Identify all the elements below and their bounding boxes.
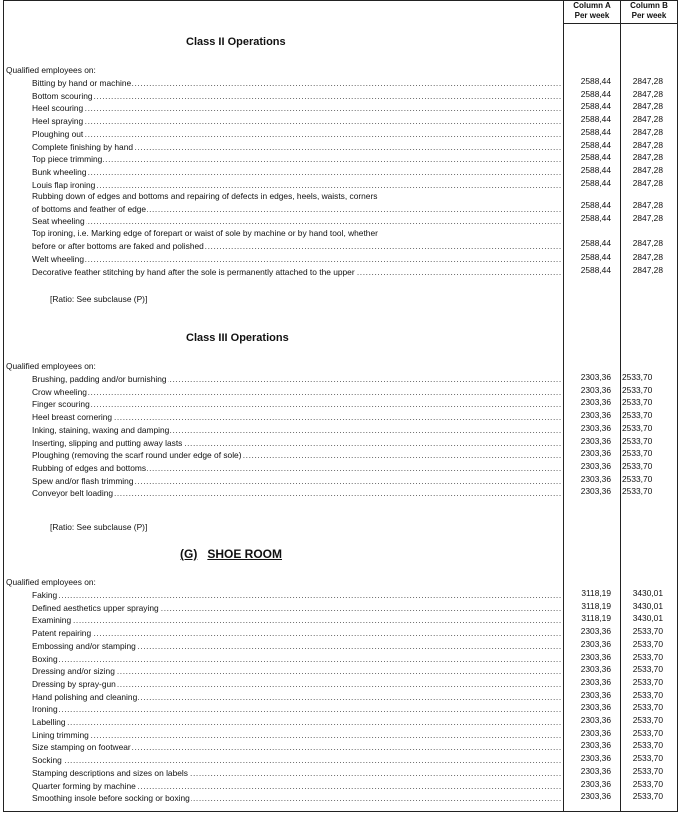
column-a-value: 3118,19 bbox=[581, 613, 611, 624]
row-label: Complete finishing by hand bbox=[32, 141, 134, 152]
row-label: Brushing, padding and/or burnishing bbox=[32, 374, 167, 384]
table-row bbox=[32, 640, 562, 652]
column-b-value: 2847,28 bbox=[632, 252, 663, 262]
class2-top-a: 2588,44 bbox=[580, 238, 611, 248]
column-a-value: 2303,36 bbox=[580, 689, 611, 700]
column-b-value: 2533,70 bbox=[632, 778, 663, 789]
table-row bbox=[32, 627, 562, 639]
row-label: Conveyor belt loading bbox=[32, 488, 114, 499]
row-label: of bottoms and feather of edge bbox=[32, 204, 147, 214]
table-row bbox=[32, 691, 562, 703]
column-b-value: 2847,28 bbox=[632, 126, 663, 137]
class2-seat-row bbox=[32, 215, 562, 227]
column-a-value: 2588,44 bbox=[580, 264, 611, 275]
table-row bbox=[32, 179, 562, 191]
column-b-value: 2847,28 bbox=[632, 88, 663, 99]
column-b-value: 2533,70 bbox=[632, 676, 663, 687]
column-b-title: Column B bbox=[630, 1, 668, 10]
column-a-value: 2303,36 bbox=[580, 448, 611, 459]
column-a-value: 2303,36 bbox=[580, 435, 611, 446]
table-row bbox=[32, 424, 562, 436]
row-label: Size stamping on footwear bbox=[32, 742, 131, 753]
column-a-header bbox=[564, 1, 620, 21]
row-label: Dressing by spray-gun bbox=[32, 678, 116, 689]
table-row bbox=[32, 266, 562, 278]
column-a-value: 2303,36 bbox=[580, 626, 611, 637]
column-a-value: 2303,36 bbox=[580, 778, 611, 789]
table-row bbox=[32, 386, 562, 398]
class2-top-b: 2847,28 bbox=[632, 238, 663, 248]
table-row bbox=[32, 614, 562, 626]
column-a-value: 2303,36 bbox=[580, 410, 611, 421]
column-a-value: 2303,36 bbox=[580, 740, 611, 751]
column-a-value: 2303,36 bbox=[580, 486, 611, 497]
shoeroom-heading: SHOE ROOM bbox=[207, 547, 283, 561]
column-b-value: 2847,28 bbox=[632, 152, 663, 163]
column-a-value: 2303,36 bbox=[580, 702, 611, 713]
column-a-value: 2588,44 bbox=[580, 139, 611, 150]
column-b-value: 2847,28 bbox=[632, 101, 663, 112]
table-row bbox=[32, 102, 562, 114]
column-a-title: Column A bbox=[573, 1, 611, 10]
column-a-value: 2303,36 bbox=[580, 715, 611, 725]
row-label: Bunk wheeling bbox=[32, 166, 87, 177]
row-label: Seat wheeling bbox=[32, 216, 85, 226]
row-label: Finger scouring bbox=[32, 399, 90, 410]
row-label: Socking bbox=[32, 755, 62, 766]
column-b-value: 2533,70 bbox=[622, 486, 653, 497]
table-row bbox=[32, 716, 562, 728]
column-b-value: 3430,01 bbox=[632, 600, 663, 611]
row-label: Welt wheeling bbox=[32, 254, 84, 264]
column-b-value: 2533,70 bbox=[632, 765, 663, 776]
class2-seat-a: 2588,44 bbox=[580, 213, 611, 223]
class3-intro: Qualified employees on: bbox=[6, 361, 96, 371]
column-b-value: 3430,01 bbox=[632, 613, 663, 624]
column-b-value: 2533,70 bbox=[622, 448, 653, 459]
column-b-value: 2533,70 bbox=[622, 372, 653, 382]
table-row bbox=[32, 153, 562, 165]
column-b-value: 2533,70 bbox=[622, 397, 653, 408]
column-a-value: 2303,36 bbox=[580, 473, 611, 484]
table-row bbox=[32, 703, 562, 715]
column-a-value: 2303,36 bbox=[580, 765, 611, 776]
class2-top-line1: Top ironing, i.e. Marking edge of forepart or waist of sole by machine or by hand tool, whether bbox=[32, 228, 378, 238]
column-b-value: 2533,70 bbox=[632, 664, 663, 675]
table-row bbox=[32, 373, 562, 385]
class2-rubbing-a: 2588,44 bbox=[580, 200, 611, 210]
column-a-value: 2303,36 bbox=[580, 460, 611, 471]
table-row bbox=[32, 487, 562, 499]
column-a-value: 3118,19 bbox=[581, 588, 611, 598]
column-b-value: 2847,28 bbox=[632, 139, 663, 150]
row-label: Bottom scouring bbox=[32, 90, 93, 101]
table-row bbox=[32, 729, 562, 741]
table-row bbox=[32, 678, 562, 690]
table-row bbox=[32, 475, 562, 487]
column-b-header bbox=[621, 1, 677, 21]
row-label: Dressing and/or sizing bbox=[32, 666, 115, 677]
column-b-value: 2533,70 bbox=[632, 791, 663, 802]
column-b-value: 2533,70 bbox=[622, 384, 653, 395]
row-label: Lining trimming bbox=[32, 729, 89, 740]
column-a-value: 2303,36 bbox=[580, 422, 611, 433]
row-label: Defined aesthetics upper spraying bbox=[32, 602, 159, 613]
column-a-value: 2588,44 bbox=[580, 88, 611, 99]
table-row bbox=[32, 398, 562, 410]
row-label: Smoothing insole before socking or boxing bbox=[32, 793, 190, 804]
class2-rubbing-line1: Rubbing down of edges and bottoms and repairing of defects in edges, heels, waists, corners bbox=[32, 191, 378, 201]
column-b-value: 2847,28 bbox=[632, 114, 663, 125]
column-a-value: 2303,36 bbox=[580, 397, 611, 408]
class3-title: Class III Operations bbox=[186, 332, 289, 344]
table-row bbox=[32, 128, 562, 140]
row-label: Quarter forming by machine bbox=[32, 780, 136, 791]
column-a-value: 2303,36 bbox=[580, 638, 611, 649]
column-b-value: 2533,70 bbox=[632, 740, 663, 751]
table-row bbox=[32, 754, 562, 766]
column-b-value: 2533,70 bbox=[632, 715, 663, 725]
shoeroom-prefix: (G) bbox=[180, 547, 198, 561]
class2-seat-b: 2847,28 bbox=[632, 213, 663, 223]
column-a-value: 3118,19 bbox=[581, 600, 611, 611]
class3-ratio: [Ratio: See subclause (P)] bbox=[50, 522, 148, 532]
column-b-value: 2533,70 bbox=[622, 460, 653, 471]
column-a-value: 2588,44 bbox=[580, 177, 611, 188]
table-row bbox=[32, 253, 562, 265]
column-b-value: 2533,70 bbox=[632, 753, 663, 764]
table-row bbox=[32, 767, 562, 779]
class2-intro: Qualified employees on: bbox=[6, 65, 96, 75]
row-label: Heel breast cornering bbox=[32, 412, 113, 423]
column-a-value: 2588,44 bbox=[580, 164, 611, 175]
class2-rubbing-b: 2847,28 bbox=[632, 200, 663, 210]
table-row bbox=[32, 411, 562, 423]
column-a-value: 2588,44 bbox=[580, 101, 611, 112]
column-b-value: 2533,70 bbox=[632, 638, 663, 649]
column-a-value: 2303,36 bbox=[580, 727, 611, 738]
row-label: Embossing and/or stamping bbox=[32, 640, 136, 651]
column-b-value: 2533,70 bbox=[622, 435, 653, 446]
column-b-value: 2533,70 bbox=[632, 689, 663, 700]
row-label: Decorative feather stitching by hand after the sole is permanently attached to the upper bbox=[32, 266, 355, 277]
column-a-value: 2303,36 bbox=[580, 664, 611, 675]
column-a-value: 2303,36 bbox=[580, 651, 611, 662]
shoeroom-intro: Qualified employees on: bbox=[6, 577, 96, 587]
row-label: Ploughing (removing the scarf round under edge of sole) bbox=[32, 450, 242, 461]
table-row bbox=[32, 462, 562, 474]
table-row bbox=[32, 437, 562, 449]
row-label: Inking, staining, waxing and damping bbox=[32, 424, 170, 435]
column-b-value: 2533,70 bbox=[632, 702, 663, 713]
column-a-value: 2588,44 bbox=[580, 252, 611, 262]
column-b-subtitle: Per week bbox=[631, 11, 667, 20]
row-label: Faking bbox=[32, 590, 58, 600]
row-label: Examining bbox=[32, 615, 72, 626]
column-a-value: 2303,36 bbox=[580, 676, 611, 687]
column-a-subtitle: Per week bbox=[574, 11, 610, 20]
row-label: Ironing bbox=[32, 704, 58, 715]
column-b-value: 2533,70 bbox=[632, 651, 663, 662]
column-a-value: 2303,36 bbox=[580, 753, 611, 764]
table-row bbox=[32, 653, 562, 665]
row-label: before or after bottoms are faked and polished bbox=[32, 241, 204, 251]
class2-top-row bbox=[32, 240, 562, 252]
table-row bbox=[32, 792, 562, 804]
column-a-value: 2588,44 bbox=[580, 152, 611, 163]
row-label: Top piece trimming bbox=[32, 154, 103, 165]
column-a-value: 2303,36 bbox=[580, 372, 611, 382]
row-label: Patent repairing bbox=[32, 628, 92, 639]
table-row bbox=[32, 602, 562, 614]
column-b-value: 2533,70 bbox=[632, 626, 663, 637]
row-label: Bitting by hand or machine bbox=[32, 78, 132, 88]
column-b-value: 2533,70 bbox=[622, 473, 653, 484]
table-row bbox=[32, 449, 562, 461]
table-row bbox=[32, 90, 562, 102]
row-label: Louis flap ironing bbox=[32, 179, 96, 190]
row-label: Heel spraying bbox=[32, 116, 84, 127]
table-row bbox=[32, 665, 562, 677]
class2-ratio: [Ratio: See subclause (P)] bbox=[50, 294, 148, 304]
column-b-value: 2533,70 bbox=[632, 727, 663, 738]
column-b-value: 2533,70 bbox=[622, 410, 653, 421]
row-label: Inserting, slipping and putting away lasts bbox=[32, 437, 183, 448]
table-row bbox=[32, 741, 562, 753]
column-a-value: 2588,44 bbox=[580, 126, 611, 137]
column-a-value: 2588,44 bbox=[580, 114, 611, 125]
row-label: Boxing bbox=[32, 653, 58, 664]
row-label: Spew and/or flash trimming bbox=[32, 475, 134, 486]
class2-rubbing-row bbox=[32, 203, 562, 215]
column-b-value: 2847,28 bbox=[632, 264, 663, 275]
row-label: Hand polishing and cleaning bbox=[32, 691, 138, 702]
column-b-value: 2533,70 bbox=[622, 422, 653, 433]
column-a-value: 2588,44 bbox=[580, 76, 611, 86]
table-row bbox=[32, 115, 562, 127]
column-a-value: 2303,36 bbox=[580, 791, 611, 802]
row-label: Rubbing of edges and bottoms bbox=[32, 462, 147, 473]
table-row bbox=[32, 589, 562, 601]
row-label: Heel scouring bbox=[32, 103, 84, 114]
row-label: Ploughing out bbox=[32, 128, 84, 139]
table-row bbox=[32, 780, 562, 792]
column-b-value: 3430,01 bbox=[632, 588, 663, 598]
table-row bbox=[32, 141, 562, 153]
shoeroom-title bbox=[180, 547, 282, 561]
row-label: Crow wheeling bbox=[32, 386, 87, 397]
row-label: Stamping descriptions and sizes on labels bbox=[32, 767, 188, 778]
table-row bbox=[32, 166, 562, 178]
row-label: Labelling bbox=[32, 717, 66, 727]
column-b-value: 2847,28 bbox=[632, 177, 663, 188]
header-underline bbox=[563, 23, 678, 24]
column-b-value: 2847,28 bbox=[632, 76, 663, 86]
table-row bbox=[32, 77, 562, 89]
column-b-value: 2847,28 bbox=[632, 164, 663, 175]
column-a-value: 2303,36 bbox=[580, 384, 611, 395]
class2-title: Class II Operations bbox=[186, 36, 286, 48]
